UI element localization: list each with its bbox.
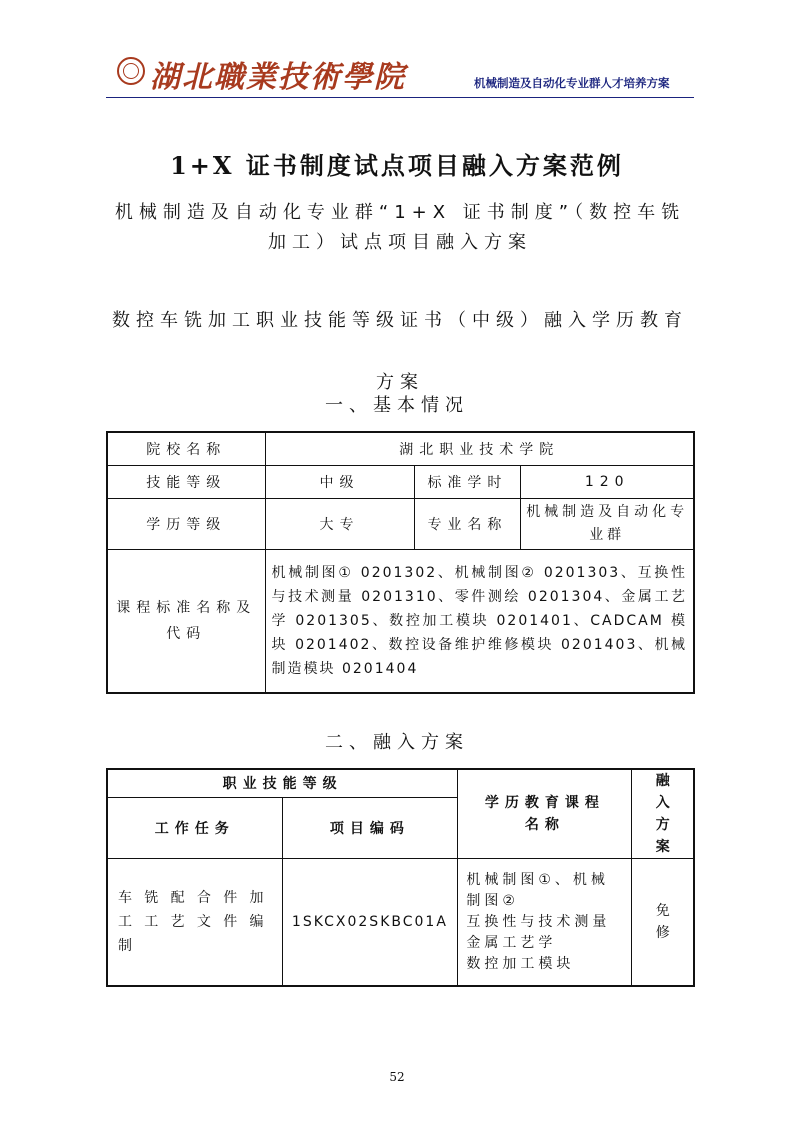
education-level-value: 大专 [265, 499, 414, 550]
course-standard-value: 机械制图① 0201302、机械制图② 0201303、互换性与技术测量 0201310、零件测绘 0201304、金属工艺学 0201305、数控加工模块 0201401、CADCAM 模块 0201402、数控设备维护维修模块 0201403、机械制造模块 0201404 [265, 550, 694, 694]
integration-plan-table [106, 768, 695, 987]
table-row [107, 550, 694, 694]
course-item: 机械制图①、机械制图② [466, 871, 609, 909]
course-item: 数控加工模块 [466, 955, 575, 972]
basic-info-table [106, 431, 695, 694]
work-task-cell: 车铣配合件加工工艺文件编制 [107, 859, 282, 987]
course-standard-label-text: 课程标准名称及代码 [116, 600, 257, 642]
skill-level-header: 职业技能等级 [107, 769, 458, 797]
table-row [107, 859, 694, 987]
project-code-cell: 1SKCX02SKBC01A [282, 859, 458, 987]
page-title: 1+X 证书制度试点项目融入方案范例 [170, 151, 624, 180]
method-cell: 免修 [632, 859, 694, 987]
school-logo-text: 湖北職業技術學院 [150, 60, 406, 95]
course-standard-label [107, 550, 265, 694]
skill-level-value: 中级 [265, 466, 414, 499]
project-code-header: 项目编码 [282, 797, 458, 858]
course-name-header: 学历教育课程名称 [458, 769, 632, 859]
education-level-label: 学历等级 [107, 499, 265, 550]
method-header: 融入方案 [632, 769, 694, 859]
major-name-value: 机械制造及自动化专业群 [521, 499, 694, 550]
table-row [107, 466, 694, 499]
header-divider [106, 97, 694, 98]
table-row [107, 499, 694, 550]
section-heading-plan: 二、融入方案 [325, 732, 469, 753]
work-task-header: 工作任务 [107, 797, 282, 858]
major-name-label: 专业名称 [414, 499, 521, 550]
school-value: 湖北职业技术学院 [265, 432, 694, 466]
course-list-cell [458, 859, 632, 987]
standard-hours-label: 标准学时 [414, 466, 521, 499]
school-seal-logo [117, 57, 145, 85]
page-subtitle-2: 数控车铣加工职业技能等级证书（中级）融入学历教育方案 [112, 310, 688, 393]
page-number: 52 [389, 1070, 405, 1084]
section-heading-basic: 一、基本情况 [325, 395, 469, 416]
document-header-title: 机械制造及自动化专业群人才培养方案 [474, 76, 670, 90]
course-item: 互换性与技术测量 [466, 913, 611, 930]
course-item: 金属工艺学 [466, 934, 557, 951]
skill-level-label: 技能等级 [107, 466, 265, 499]
table-row [107, 432, 694, 466]
school-label: 院校名称 [107, 432, 265, 466]
page-subtitle: 机械制造及自动化专业群“1+X 证书制度”（数控车铣加工）试点项目融入方案 [114, 202, 686, 253]
standard-hours-value: 120 [521, 466, 694, 499]
table-row [107, 769, 694, 797]
